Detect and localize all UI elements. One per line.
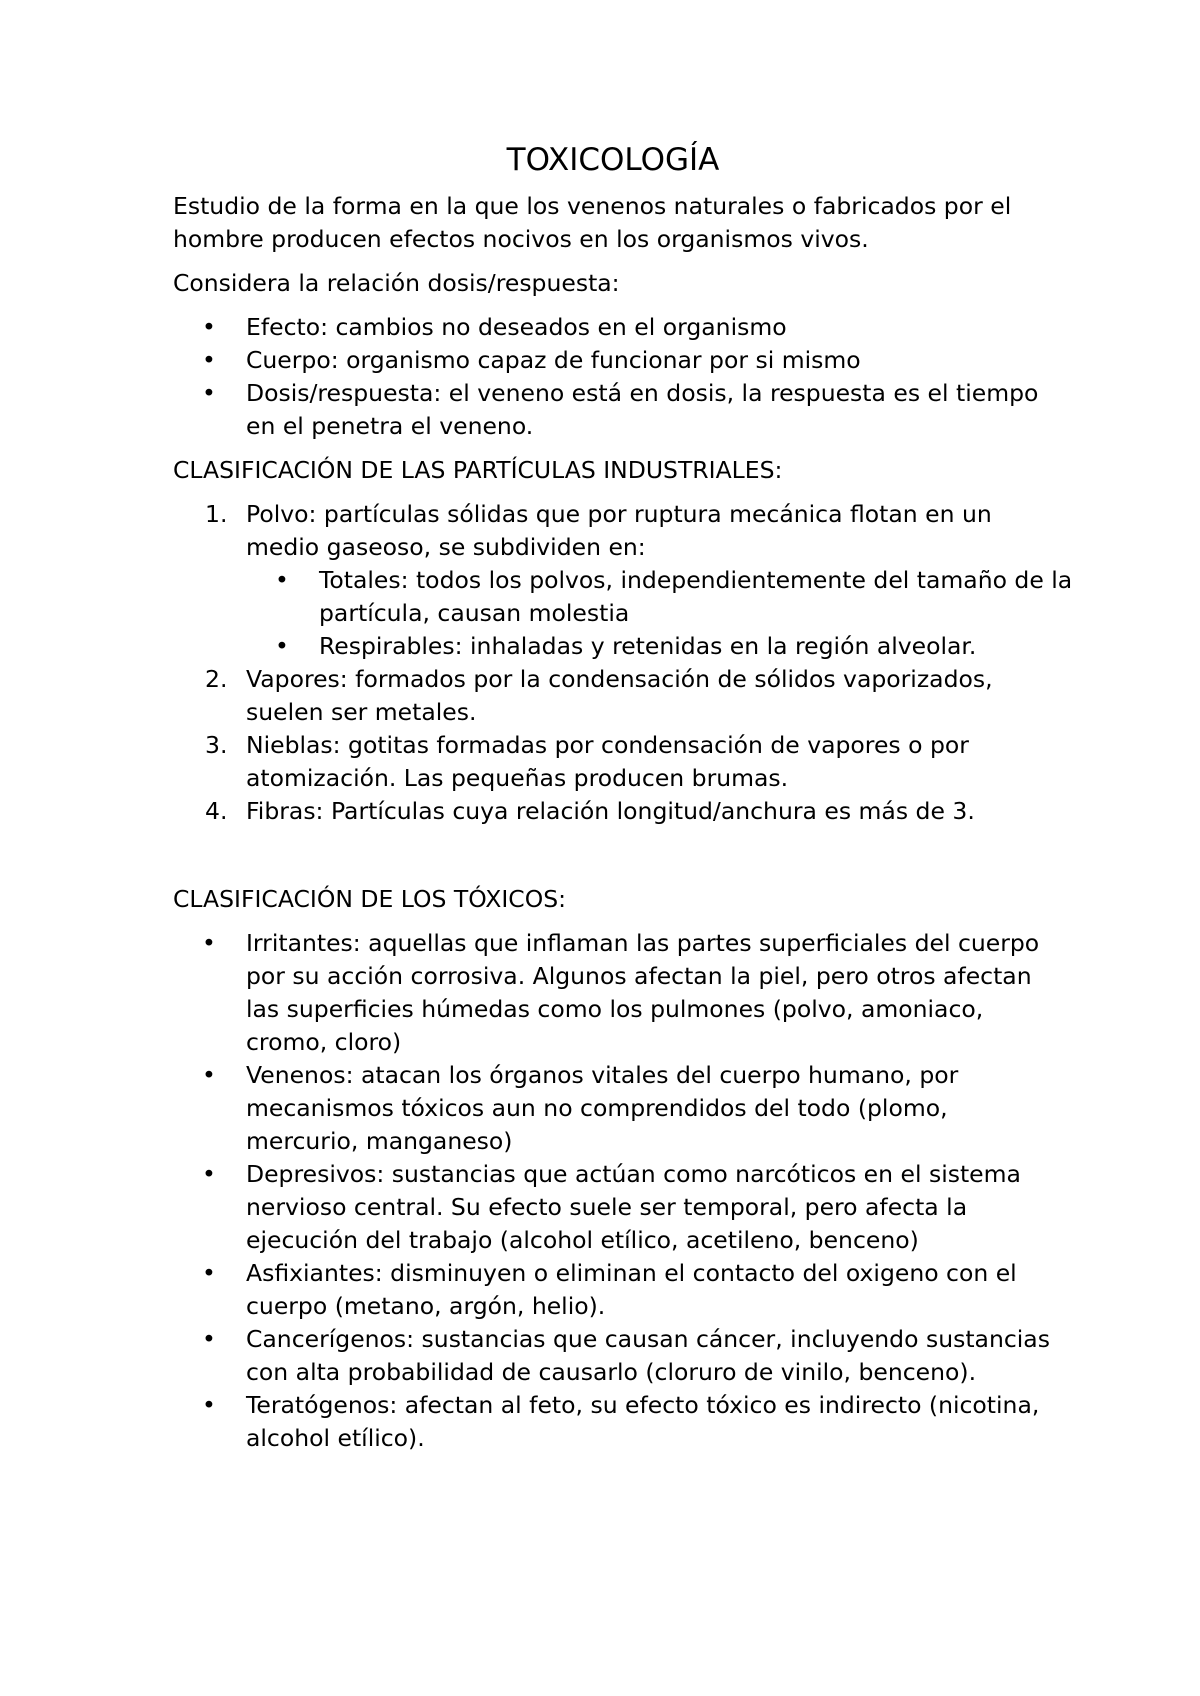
list-item: • Efecto: cambios no deseados en el organismo [173, 311, 1053, 344]
list-item: • Irritantes: aquellas que inflaman las partes superficiales del cuerpo por su acción corrosiva. Algunos afectan la piel, pero otros afectan las superficies húmedas como los pulmones (polvo, amoniaco, cromo, cloro) [173, 927, 1053, 1059]
list-number: 4. [205, 797, 228, 825]
intro-paragraph: Estudio de la forma en la que los venenos naturales o fabricados por el hombre producen efectos nocivos en los organismos vivos. [173, 192, 1012, 253]
list-item [173, 498, 1073, 663]
particles-list [173, 498, 1073, 828]
blank-line [173, 839, 1053, 883]
list-item: • Cuerpo: organismo capaz de funcionar por si mismo [173, 344, 1053, 377]
dust-subtypes-list [246, 564, 1073, 663]
list-item: • Totales: todos los polvos, independientemente del tamaño de la partícula, causan molestia [246, 564, 1126, 630]
document-page [173, 140, 1073, 1466]
list-item [173, 663, 1053, 729]
toxics-heading: CLASIFICACIÓN DE LOS TÓXICOS: [173, 885, 567, 913]
list-number: 3. [205, 731, 228, 759]
relation-list [173, 311, 1053, 443]
list-item-text: Fibras: Partículas cuya relación longitud/anchura es más de 3. [246, 797, 975, 825]
list-item [173, 729, 1053, 795]
list-item: • Dosis/respuesta: el veneno está en dosis, la respuesta es el tiempo en el penetra el veneno. [173, 377, 1053, 443]
list-item [173, 795, 1053, 828]
list-item: • Respirables: inhaladas y retenidas en la región alveolar. [246, 630, 1126, 663]
list-item: • Cancerígenos: sustancias que causan cáncer, incluyendo sustancias con alta probabilidad de causarlo (cloruro de vinilo, benceno). [173, 1323, 1053, 1389]
list-item: • Teratógenos: afectan al feto, su efecto tóxico es indirecto (nicotina, alcohol etílico). [173, 1389, 1053, 1455]
list-item: • Depresivos: sustancias que actúan como narcóticos en el sistema nervioso central. Su efecto suele ser temporal, pero afecta la ejecución del trabajo (alcohol etílico, acetileno, benceno) [173, 1158, 1053, 1257]
list-item: • Venenos: atacan los órganos vitales del cuerpo humano, por mecanismos tóxicos aun no comprendidos del todo (plomo, mercurio, manganeso) [173, 1059, 1053, 1158]
relation-heading: Considera la relación dosis/respuesta: [173, 269, 620, 297]
document-title: TOXICOLOGÍA [506, 142, 720, 178]
list-item-text: Polvo: partículas sólidas que por ruptura mecánica flotan en un medio gaseoso, se subdividen en: [246, 500, 992, 561]
particles-heading: CLASIFICACIÓN DE LAS PARTÍCULAS INDUSTRIALES: [173, 456, 783, 484]
list-item-text: Vapores: formados por la condensación de sólidos vaporizados, suelen ser metales. [246, 665, 993, 726]
toxics-list [173, 927, 1053, 1455]
list-number: 2. [205, 665, 228, 693]
list-number: 1. [205, 500, 228, 528]
list-item: • Asfixiantes: disminuyen o eliminan el contacto del oxigeno con el cuerpo (metano, argón, helio). [173, 1257, 1053, 1323]
list-item-text: Nieblas: gotitas formadas por condensación de vapores o por atomización. Las pequeñas producen brumas. [246, 731, 969, 792]
